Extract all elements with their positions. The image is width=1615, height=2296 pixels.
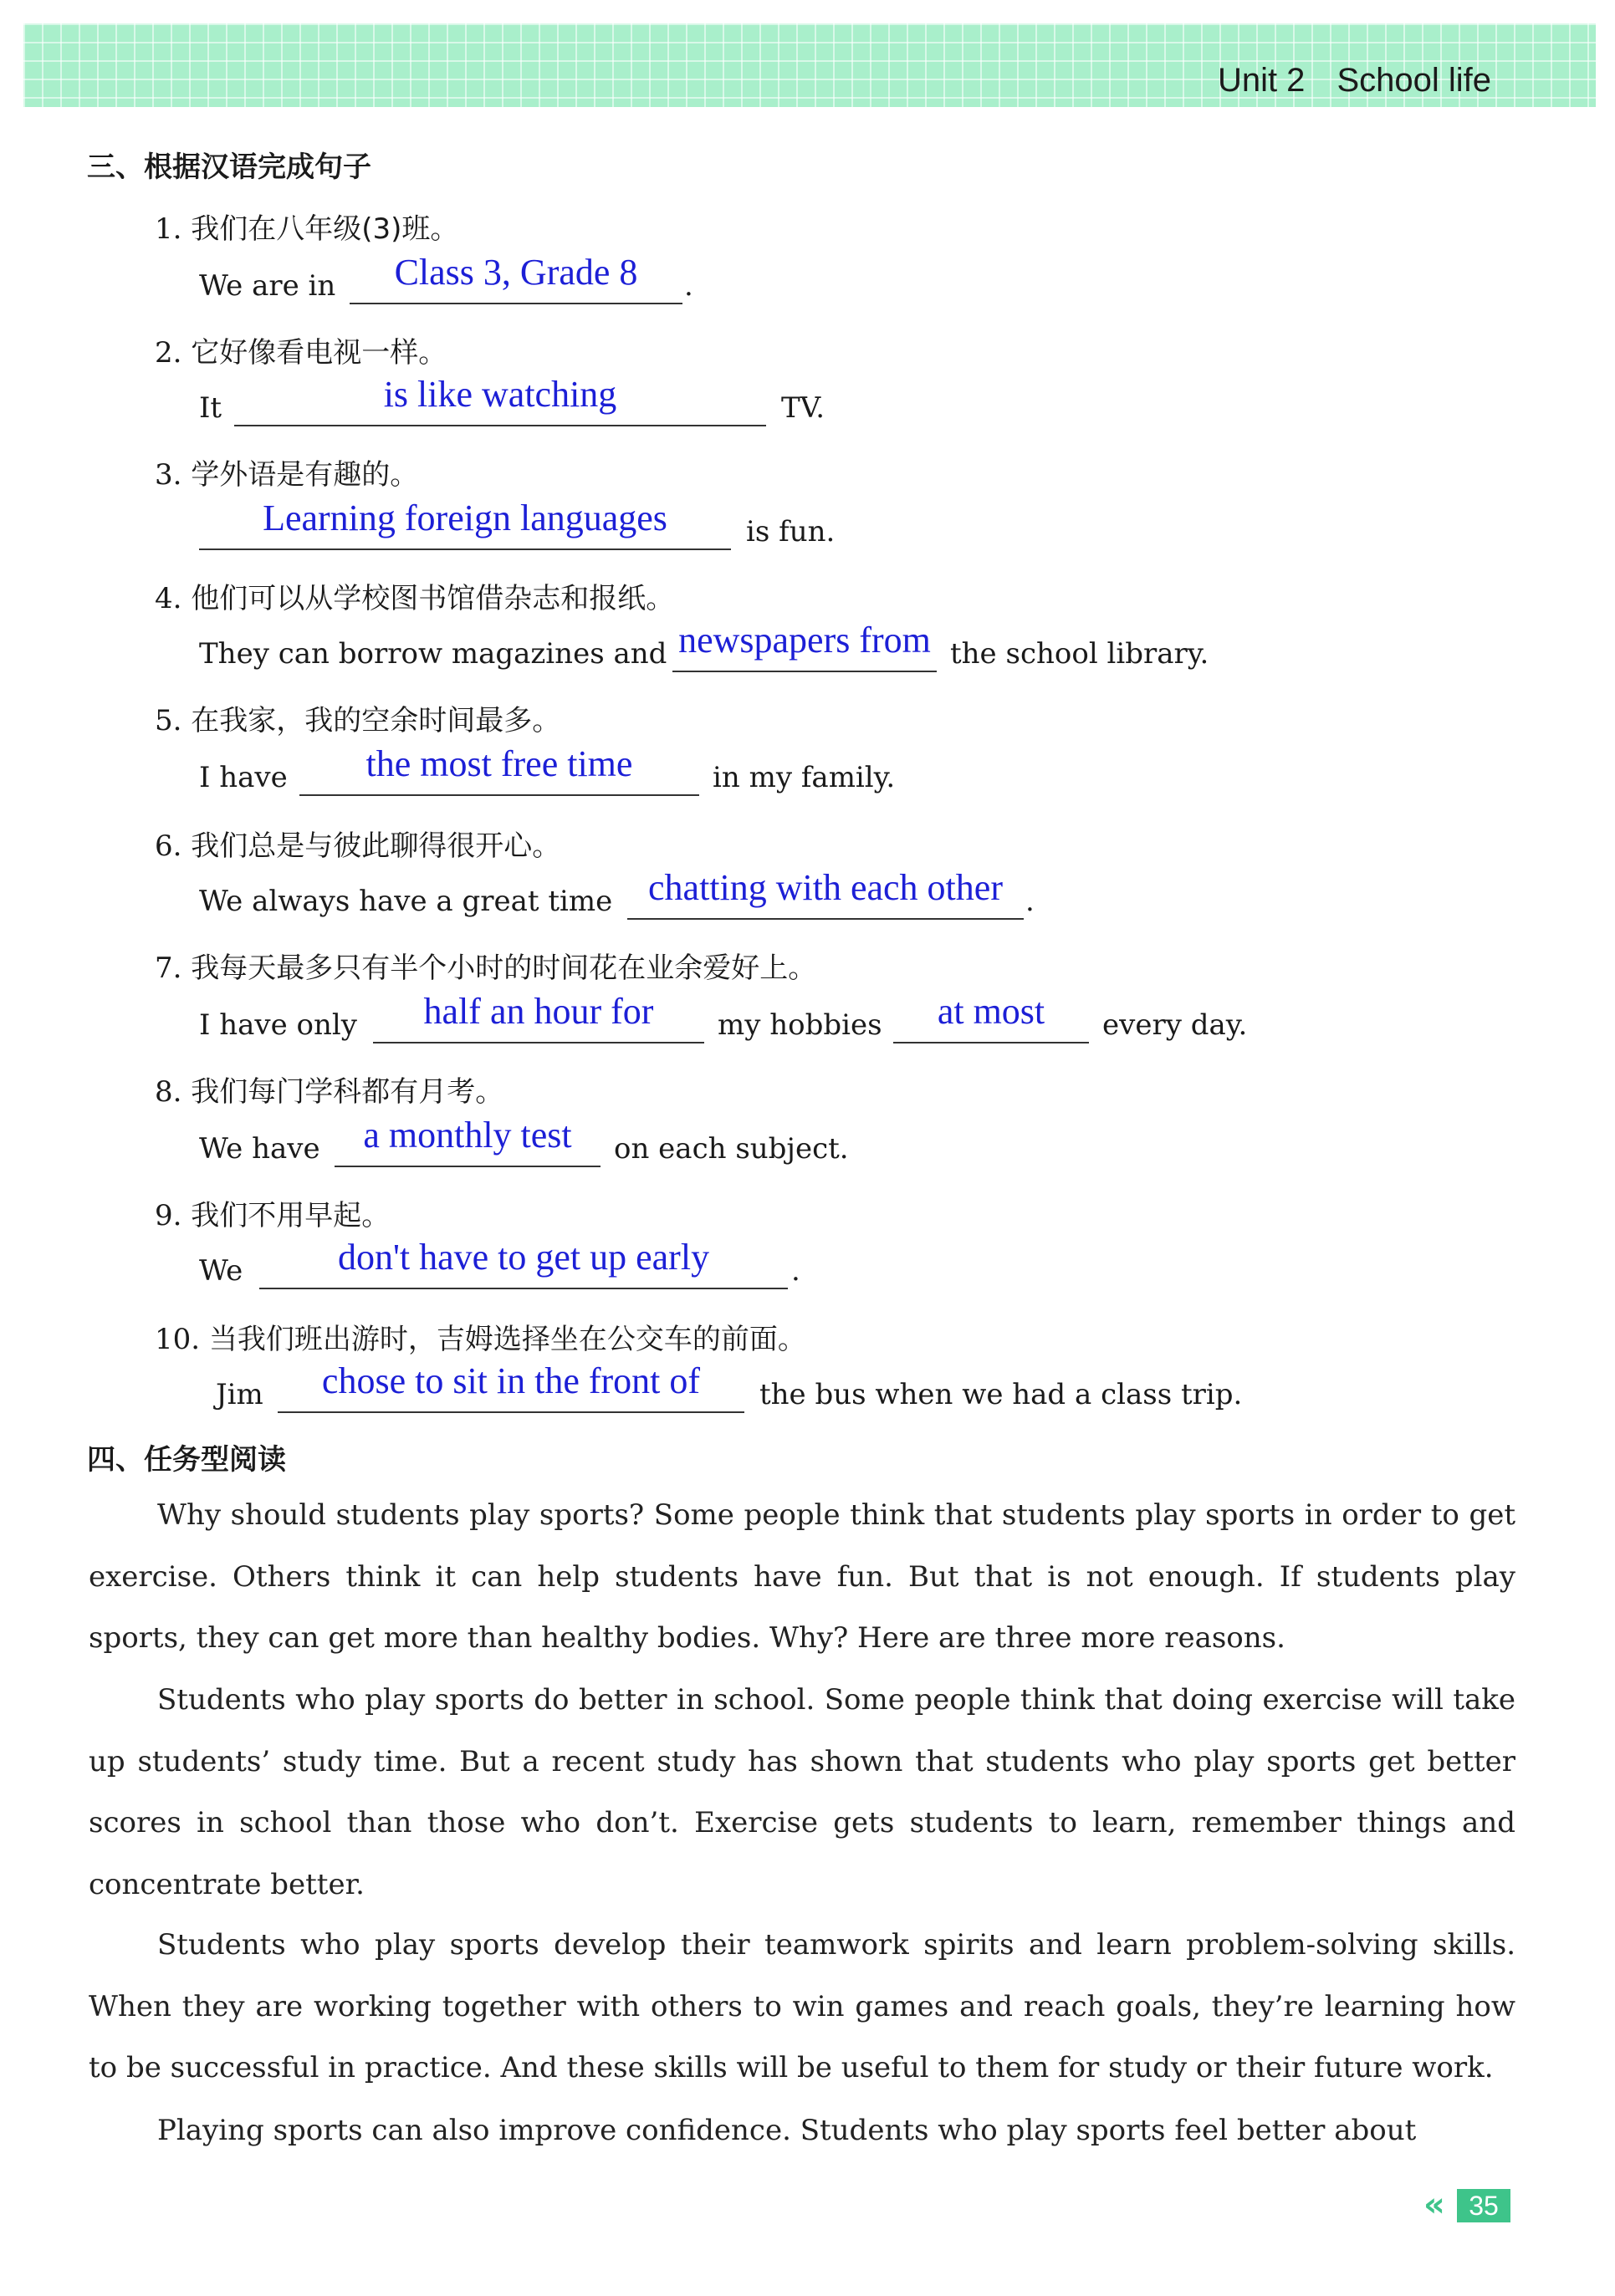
question-2-before: It [199,391,222,425]
question-7-before: I have only [199,1008,357,1042]
reading-paragraph-3: Students who play sports develop their teamwork spirits and learn problem-solving skills. When they are working together with others to win games and reach goals, they’re learning how to be successful in practice. And these skills will be useful to them for study or their future work. [89,1928,1515,2084]
question-5-answer: the most free time [365,743,633,784]
question-1-answer: Class 3, Grade 8 [394,252,638,293]
chevron-left-icon: « [1423,2186,1440,2224]
question-2-chinese: 2. 它好像看电视一样。 [155,336,447,370]
question-3-after: is fun. [746,515,836,548]
question-7-middle: my hobbies [718,1008,882,1042]
question-2-after: TV. [781,391,825,425]
question-1-chinese: 1. 我们在八年级(3)班。 [155,212,459,246]
question-4-chinese: 4. 他们可以从学校图书馆借杂志和报纸。 [155,582,675,615]
question-10-answer: chose to sit in the front of [321,1360,701,1401]
unit-number: Unit 2 [1217,62,1306,99]
section-title-3: 三、根据汉语完成句子 [87,151,371,184]
reading-paragraph-4: Playing sports can also improve confidence. Students who play sports feel better about [157,2114,1417,2147]
question-6-after: . [1025,885,1035,918]
question-8-chinese: 8. 我们每门学科都有月考。 [155,1075,504,1109]
question-3-chinese: 3. 学外语是有趣的。 [155,458,419,492]
question-8-before: We have [199,1132,320,1166]
section-title-4: 四、任务型阅读 [87,1443,286,1477]
question-7-after: every day. [1102,1008,1248,1042]
question-6-answer: chatting with each other [648,867,1003,908]
question-1-before: We are in [199,269,336,303]
question-6-before: We always have a great time [199,885,613,918]
question-5-after: in my family. [713,761,896,794]
question-8-after: on each subject. [614,1132,849,1166]
question-10-chinese: 10. 当我们班出游时，吉姆选择坐在公交车的前面。 [155,1323,806,1356]
question-5-before: I have [199,761,288,794]
question-1-after: . [684,269,693,303]
question-7-answer-1: half an hour for [423,991,654,1032]
question-10-before: Jim [216,1378,263,1411]
question-4-after: the school library. [950,637,1209,671]
question-10-after: the bus when we had a class trip. [759,1378,1243,1411]
question-9-after: . [791,1254,800,1288]
question-9-chinese: 9. 我们不用早起。 [155,1199,391,1232]
question-5-chinese: 5. 在我家，我的空余时间最多。 [155,704,561,737]
question-3-answer: Learning foreign languages [263,497,667,538]
question-4-before: They can borrow magazines and [199,637,667,671]
page-number: 35 [1457,2189,1510,2222]
question-2-answer: is like watching [383,374,617,415]
question-9-before: We [199,1254,243,1288]
question-8-answer: a monthly test [363,1115,572,1156]
question-7-answer-2: at most [937,991,1045,1032]
question-7-chinese: 7. 我每天最多只有半个小时的时间花在业余爱好上。 [155,952,817,985]
question-4-answer: newspapers from [678,620,931,661]
reading-paragraph-1: Why should students play sports? Some people think that students play sports in order to get exercise. Others think it can help students have fun. But that is not enough. If students play sports, they can get more than healthy bodies. Why? Here are three more reasons. [89,1498,1515,1655]
reading-paragraph-2: Students who play sports do better in school. Some people think that doing exercise will take up students’ study time. But a recent study has shown that students who play sports get better scores in school than those who don’t. Exercise gets students to learn, remember things and concentrate better. [89,1683,1515,1901]
question-9-answer: don't have to get up early [337,1237,710,1278]
unit-topic: School life [1336,62,1491,99]
unit-header [1218,62,1491,99]
question-6-chinese: 6. 我们总是与彼此聊得很开心。 [155,829,561,863]
